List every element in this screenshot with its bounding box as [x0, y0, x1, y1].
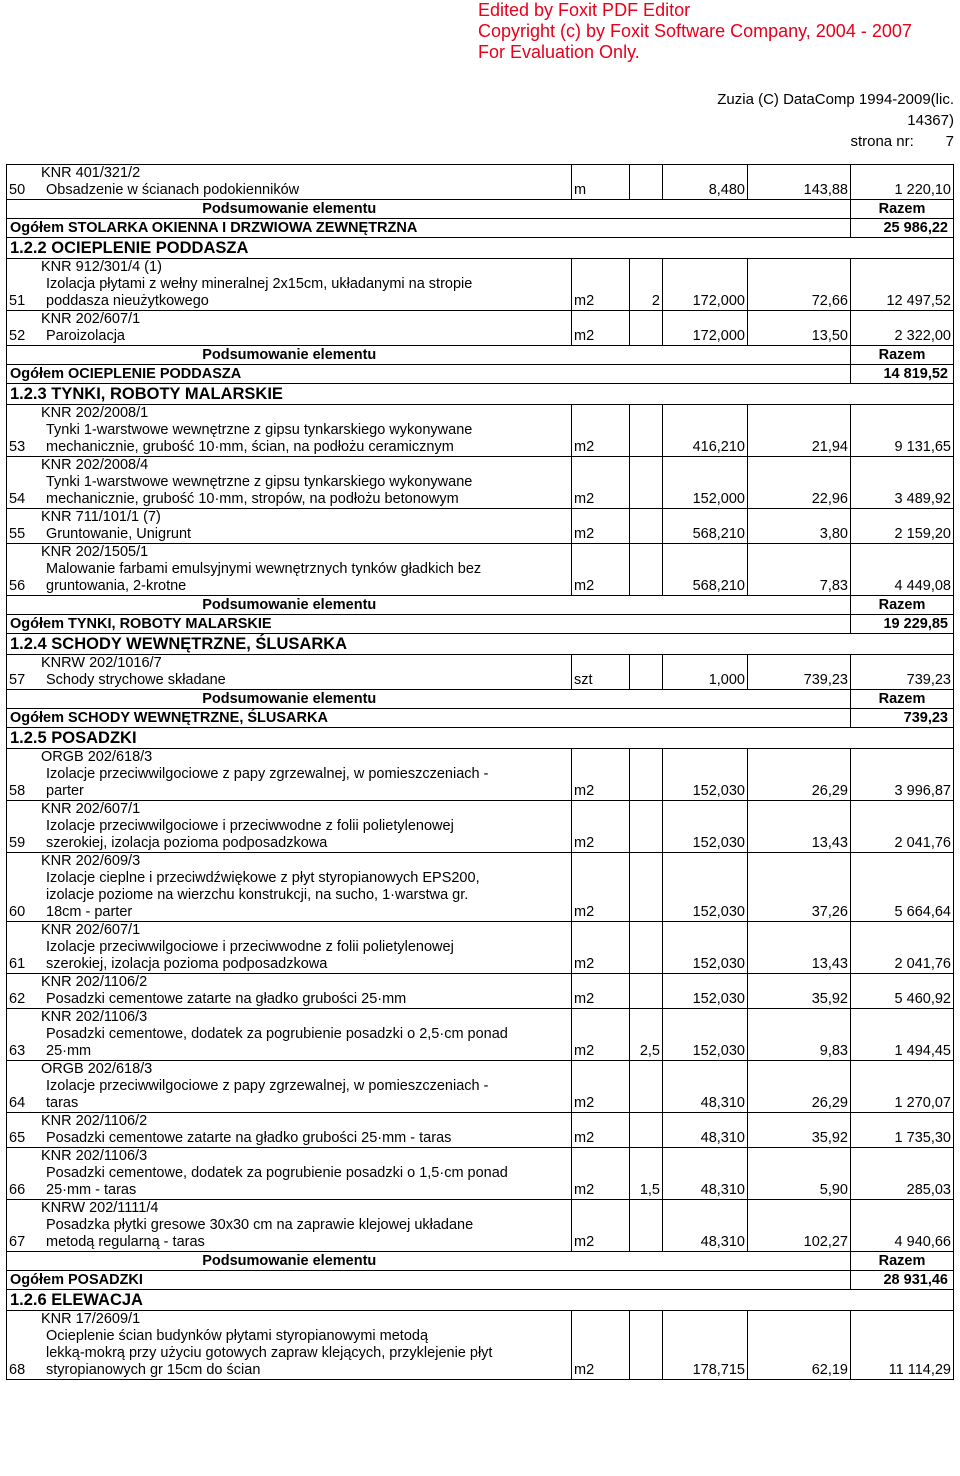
position-value: 5 460,92 [851, 974, 954, 1009]
position-value: 285,03 [851, 1148, 954, 1200]
software-line-2: 14367) [907, 112, 954, 129]
position-text-line: gruntowania, 2-krotne [46, 578, 187, 594]
position-code: ORGB 202/618/3 [41, 749, 153, 765]
position-text-line: Izolacje przeciwwilgociowe z papy zgrzewalnej, w pomieszczeniach - [46, 766, 489, 782]
software-line-1: Zuzia (C) DataComp 1994-2009(lic. [717, 91, 954, 108]
position-row [7, 1009, 954, 1061]
position-text-line: szerokiej, izolacja pozioma podposadzkowa [46, 956, 328, 972]
position-unit: m2 [572, 853, 630, 922]
summary-spacer [572, 1252, 630, 1271]
position-number: 54 [7, 457, 40, 509]
position-row [7, 311, 954, 346]
position-value: 1 494,45 [851, 1009, 954, 1061]
position-row [7, 1148, 954, 1200]
position-unit-price: 26,29 [748, 749, 851, 801]
position-description [39, 922, 572, 974]
position-unit-price: 22,96 [748, 457, 851, 509]
watermark-line-3: For Evaluation Only. [478, 42, 640, 62]
summary-razem: Razem [851, 346, 954, 365]
position-unit-price: 102,27 [748, 1200, 851, 1252]
summary-label: Podsumowanie elementu [7, 1252, 572, 1271]
position-unit-price: 13,43 [748, 801, 851, 853]
position-number: 58 [7, 749, 40, 801]
position-text-line: Obsadzenie w ścianach podokienników [46, 182, 300, 198]
position-value: 2 041,76 [851, 801, 954, 853]
position-factor [630, 655, 663, 690]
position-quantity: 48,310 [663, 1113, 748, 1148]
position-number: 55 [7, 509, 40, 544]
position-quantity: 152,030 [663, 1009, 748, 1061]
section-total-row [7, 615, 954, 634]
position-value: 4 940,66 [851, 1200, 954, 1252]
position-code: KNR 202/1106/2 [41, 974, 148, 990]
position-text-line: Malowanie farbami emulsyjnymi wewnętrznych tynków gładkich bez [46, 561, 482, 577]
position-row [7, 1113, 954, 1148]
position-unit: m2 [572, 1009, 630, 1061]
position-quantity: 568,210 [663, 544, 748, 596]
section-title: 1.2.3 TYNKI, ROBOTY MALARSKIE [7, 384, 954, 405]
position-unit-price: 739,23 [748, 655, 851, 690]
position-quantity: 152,030 [663, 853, 748, 922]
position-text-line: parter [46, 783, 84, 799]
section-title: 1.2.4 SCHODY WEWNĘTRZNE, ŚLUSARKA [7, 634, 954, 655]
section-total-label: Ogółem STOLARKA OKIENNA I DRZWIOWA ZEWNĘTRZNA [7, 219, 851, 238]
position-value: 9 131,65 [851, 405, 954, 457]
position-value: 2 322,00 [851, 311, 954, 346]
position-text-line: Izolacje przeciwwilgociowe i przeciwwodne z folii polietylenowej [46, 818, 454, 834]
position-number: 62 [7, 974, 40, 1009]
position-unit-price: 13,50 [748, 311, 851, 346]
position-row [7, 1061, 954, 1113]
position-factor [630, 749, 663, 801]
position-row [7, 544, 954, 596]
position-unit: m2 [572, 922, 630, 974]
position-quantity: 8,480 [663, 165, 748, 200]
position-text-line: 18cm - parter [46, 904, 133, 920]
section-title: 1.2.2 OCIEPLENIE PODDASZA [7, 238, 954, 259]
position-number: 52 [7, 311, 40, 346]
section-header-row [7, 728, 954, 749]
section-total-value: 19 229,85 [851, 615, 954, 634]
position-row [7, 974, 954, 1009]
position-value: 4 449,08 [851, 544, 954, 596]
position-unit-price: 35,92 [748, 974, 851, 1009]
position-code: KNR 202/609/3 [41, 853, 141, 869]
position-text-line: mechanicznie, grubość 10·mm, stropów, na podłożu betonowym [46, 491, 459, 507]
summary-spacer [572, 346, 630, 365]
position-description [39, 405, 572, 457]
summary-spacer [572, 690, 630, 709]
position-text-line: Paroizolacja [46, 328, 125, 344]
position-text-line: Izolacje cieplne i przeciwdźwiękowe z płyt styropianowych EPS200, [46, 870, 480, 886]
summary-spacer [748, 690, 851, 709]
summary-razem: Razem [851, 200, 954, 219]
position-factor [630, 1113, 663, 1148]
position-text-line: poddasza nieużytkowego [46, 293, 209, 309]
position-unit: m2 [572, 311, 630, 346]
position-factor [630, 922, 663, 974]
position-text-line: Posadzki cementowe zatarte na gładko grubości 25·mm [46, 991, 407, 1007]
position-unit-price: 3,80 [748, 509, 851, 544]
position-quantity: 172,000 [663, 311, 748, 346]
position-row [7, 1200, 954, 1252]
position-unit-price: 13,43 [748, 922, 851, 974]
position-description [39, 749, 572, 801]
section-total-value: 739,23 [851, 709, 954, 728]
position-factor: 2,5 [630, 1009, 663, 1061]
position-code: ORGB 202/618/3 [41, 1061, 153, 1077]
element-summary-row [7, 200, 954, 219]
position-description [39, 1009, 572, 1061]
position-description [39, 165, 572, 200]
position-description [39, 655, 572, 690]
position-factor [630, 165, 663, 200]
position-unit-price: 35,92 [748, 1113, 851, 1148]
position-description [39, 1311, 572, 1380]
position-unit-price: 143,88 [748, 165, 851, 200]
position-number: 66 [7, 1148, 40, 1200]
position-quantity: 568,210 [663, 509, 748, 544]
position-quantity: 1,000 [663, 655, 748, 690]
watermark-line-1: Edited by Foxit PDF Editor [478, 0, 691, 20]
position-text-line: Gruntowanie, Unigrunt [46, 526, 192, 542]
position-unit-price: 7,83 [748, 544, 851, 596]
position-factor: 1,5 [630, 1148, 663, 1200]
position-number: 50 [7, 165, 40, 200]
position-value: 3 996,87 [851, 749, 954, 801]
section-total-row [7, 1271, 954, 1290]
position-number: 61 [7, 922, 40, 974]
position-code: KNR 202/1505/1 [41, 544, 149, 560]
position-description [39, 1061, 572, 1113]
position-code: KNR 401/321/2 [41, 165, 141, 181]
position-unit: m2 [572, 1200, 630, 1252]
position-quantity: 152,030 [663, 801, 748, 853]
position-factor [630, 311, 663, 346]
summary-spacer [748, 346, 851, 365]
summary-razem: Razem [851, 1252, 954, 1271]
position-text-line: mechanicznie, grubość 10·mm, ścian, na podłożu ceramicznym [46, 439, 454, 455]
position-text-line: Izolacje przeciwwilgociowe z papy zgrzewalnej, w pomieszczeniach - [46, 1078, 489, 1094]
summary-label: Podsumowanie elementu [7, 200, 572, 219]
summary-spacer [748, 200, 851, 219]
position-text-line: izolacje poziome na wierzchu konstrukcji, na sucho, 1·warstwa gr. [46, 887, 469, 903]
element-summary-row [7, 1252, 954, 1271]
position-quantity: 172,000 [663, 259, 748, 311]
position-number: 51 [7, 259, 40, 311]
position-text-line: 25·mm - taras [46, 1182, 137, 1198]
summary-spacer [663, 200, 748, 219]
section-total-row [7, 219, 954, 238]
position-text-line: Schody strychowe składane [46, 672, 226, 688]
position-code: KNR 202/607/1 [41, 801, 141, 817]
position-number: 63 [7, 1009, 40, 1061]
position-factor [630, 1311, 663, 1380]
position-code: KNRW 202/1111/4 [41, 1200, 159, 1216]
position-value: 11 114,29 [851, 1311, 954, 1380]
element-summary-row [7, 596, 954, 615]
position-unit: m2 [572, 801, 630, 853]
section-total-label: Ogółem TYNKI, ROBOTY MALARSKIE [7, 615, 851, 634]
position-text-line: Ocieplenie ścian budynków płytami styropianowymi metodą [46, 1328, 429, 1344]
position-code: KNR 202/1106/3 [41, 1148, 148, 1164]
page-number: 7 [945, 133, 954, 150]
position-description [39, 457, 572, 509]
section-header-row [7, 1290, 954, 1311]
section-title: 1.2.6 ELEWACJA [7, 1290, 954, 1311]
position-row [7, 509, 954, 544]
section-total-label: Ogółem OCIEPLENIE PODDASZA [7, 365, 851, 384]
position-factor [630, 853, 663, 922]
section-total-value: 28 931,46 [851, 1271, 954, 1290]
position-text-line: Posadzki cementowe zatarte na gładko grubości 25·mm - taras [46, 1130, 452, 1146]
watermark-line-2: Copyright (c) by Foxit Software Company, 2004 - 2007 [478, 21, 912, 41]
section-header-row [7, 238, 954, 259]
section-total-label: Ogółem POSADZKI [7, 1271, 851, 1290]
position-code: KNR 912/301/4 (1) [41, 259, 162, 275]
position-factor [630, 974, 663, 1009]
position-description [39, 853, 572, 922]
summary-label: Podsumowanie elementu [7, 690, 572, 709]
position-quantity: 416,210 [663, 405, 748, 457]
position-code: KNR 202/607/1 [41, 922, 141, 938]
position-unit-price: 9,83 [748, 1009, 851, 1061]
summary-spacer [663, 596, 748, 615]
position-value: 2 041,76 [851, 922, 954, 974]
position-unit-price: 37,26 [748, 853, 851, 922]
position-number: 65 [7, 1113, 40, 1148]
position-unit-price: 21,94 [748, 405, 851, 457]
position-number: 56 [7, 544, 40, 596]
position-text-line: 25·mm [46, 1043, 92, 1059]
summary-spacer [572, 200, 630, 219]
page-header [717, 89, 954, 152]
summary-spacer [572, 596, 630, 615]
position-description [39, 974, 572, 1009]
position-text-line: Posadzki cementowe, dodatek za pogrubienie posadzki o 1,5·cm ponad [46, 1165, 508, 1181]
page-label: strona nr: [850, 133, 914, 150]
position-description [39, 1200, 572, 1252]
position-value: 12 497,52 [851, 259, 954, 311]
position-factor [630, 457, 663, 509]
position-value: 3 489,92 [851, 457, 954, 509]
section-total-value: 14 819,52 [851, 365, 954, 384]
position-quantity: 152,030 [663, 749, 748, 801]
position-unit: m2 [572, 1311, 630, 1380]
position-unit-price: 26,29 [748, 1061, 851, 1113]
position-unit: m2 [572, 544, 630, 596]
position-unit: m2 [572, 749, 630, 801]
position-code: KNR 202/607/1 [41, 311, 141, 327]
position-value: 1 270,07 [851, 1061, 954, 1113]
position-factor [630, 544, 663, 596]
summary-razem: Razem [851, 596, 954, 615]
position-unit: m2 [572, 457, 630, 509]
position-number: 64 [7, 1061, 40, 1113]
position-factor [630, 509, 663, 544]
summary-spacer [748, 1252, 851, 1271]
section-total-row [7, 709, 954, 728]
position-number: 57 [7, 655, 40, 690]
position-row [7, 749, 954, 801]
summary-spacer [663, 346, 748, 365]
position-number: 53 [7, 405, 40, 457]
position-factor [630, 801, 663, 853]
position-row [7, 259, 954, 311]
position-row [7, 1311, 954, 1380]
position-quantity: 48,310 [663, 1148, 748, 1200]
position-description [39, 544, 572, 596]
position-description [39, 311, 572, 346]
section-title: 1.2.5 POSADZKI [7, 728, 954, 749]
position-quantity: 152,000 [663, 457, 748, 509]
summary-spacer [630, 690, 663, 709]
position-text-line: Tynki 1-warstwowe wewnętrzne z gipsu tynkarskiego wykonywane [46, 474, 473, 490]
position-text-line: metodą regularną - taras [46, 1234, 205, 1250]
summary-spacer [663, 1252, 748, 1271]
position-value: 1 735,30 [851, 1113, 954, 1148]
position-code: KNR 202/2008/1 [41, 405, 149, 421]
element-summary-row [7, 346, 954, 365]
summary-spacer [630, 1252, 663, 1271]
position-code: KNR 202/2008/4 [41, 457, 149, 473]
position-unit: szt [572, 655, 630, 690]
position-row [7, 655, 954, 690]
element-summary-row [7, 690, 954, 709]
position-row [7, 801, 954, 853]
position-unit: m [572, 165, 630, 200]
foxit-watermark [478, 0, 912, 63]
position-text-line: lekką-mokrą przy użyciu gotowych zapraw klejących, przyklejenie płyt [46, 1345, 493, 1361]
position-factor [630, 1061, 663, 1113]
position-quantity: 152,030 [663, 974, 748, 1009]
position-factor [630, 1200, 663, 1252]
position-unit: m2 [572, 1061, 630, 1113]
section-total-label: Ogółem SCHODY WEWNĘTRZNE, ŚLUSARKA [7, 709, 851, 728]
position-text-line: Izolacja płytami z wełny mineralnej 2x15cm, układanymi na stropie [46, 276, 473, 292]
position-description [39, 801, 572, 853]
position-row [7, 922, 954, 974]
section-header-row [7, 634, 954, 655]
summary-razem: Razem [851, 690, 954, 709]
position-text-line: szerokiej, izolacja pozioma podposadzkowa [46, 835, 328, 851]
summary-spacer [748, 596, 851, 615]
position-text-line: taras [46, 1095, 79, 1111]
position-quantity: 48,310 [663, 1061, 748, 1113]
summary-spacer [630, 346, 663, 365]
position-description [39, 1113, 572, 1148]
position-description [39, 259, 572, 311]
position-row [7, 853, 954, 922]
position-text-line: Izolacje przeciwwilgociowe i przeciwwodne z folii polietylenowej [46, 939, 454, 955]
position-factor: 2 [630, 259, 663, 311]
page-number-line [717, 131, 954, 152]
position-row [7, 457, 954, 509]
position-text-line: Posadzka płytki gresowe 30x30 cm na zaprawie klejowej układane [46, 1217, 474, 1233]
position-value: 2 159,20 [851, 509, 954, 544]
summary-spacer [630, 596, 663, 615]
position-value: 739,23 [851, 655, 954, 690]
position-unit: m2 [572, 1148, 630, 1200]
position-description [39, 509, 572, 544]
cost-estimate-table [6, 164, 954, 1380]
position-row [7, 165, 954, 200]
position-quantity: 152,030 [663, 922, 748, 974]
position-factor [630, 405, 663, 457]
position-number: 59 [7, 801, 40, 853]
summary-spacer [630, 200, 663, 219]
position-text-line: Posadzki cementowe, dodatek za pogrubienie posadzki o 2,5·cm ponad [46, 1026, 508, 1042]
summary-label: Podsumowanie elementu [7, 346, 572, 365]
position-text-line: Tynki 1-warstwowe wewnętrzne z gipsu tynkarskiego wykonywane [46, 422, 473, 438]
position-unit-price: 72,66 [748, 259, 851, 311]
position-row [7, 405, 954, 457]
summary-spacer [663, 690, 748, 709]
section-total-row [7, 365, 954, 384]
position-unit: m2 [572, 259, 630, 311]
position-code: KNR 202/1106/3 [41, 1009, 148, 1025]
position-number: 60 [7, 853, 40, 922]
section-total-value: 25 986,22 [851, 219, 954, 238]
position-code: KNR 17/2609/1 [41, 1311, 141, 1327]
position-quantity: 178,715 [663, 1311, 748, 1380]
position-value: 5 664,64 [851, 853, 954, 922]
position-unit-price: 5,90 [748, 1148, 851, 1200]
section-header-row [7, 384, 954, 405]
position-text-line: styropianowych gr 15cm do ścian [46, 1362, 261, 1378]
position-unit: m2 [572, 509, 630, 544]
position-unit: m2 [572, 1113, 630, 1148]
position-code: KNR 202/1106/2 [41, 1113, 148, 1129]
position-number: 68 [7, 1311, 40, 1380]
position-code: KNR 711/101/1 (7) [41, 509, 161, 525]
position-quantity: 48,310 [663, 1200, 748, 1252]
position-code: KNRW 202/1016/7 [41, 655, 162, 671]
position-number: 67 [7, 1200, 40, 1252]
summary-label: Podsumowanie elementu [7, 596, 572, 615]
position-value: 1 220,10 [851, 165, 954, 200]
position-unit: m2 [572, 405, 630, 457]
position-description [39, 1148, 572, 1200]
position-unit: m2 [572, 974, 630, 1009]
position-unit-price: 62,19 [748, 1311, 851, 1380]
